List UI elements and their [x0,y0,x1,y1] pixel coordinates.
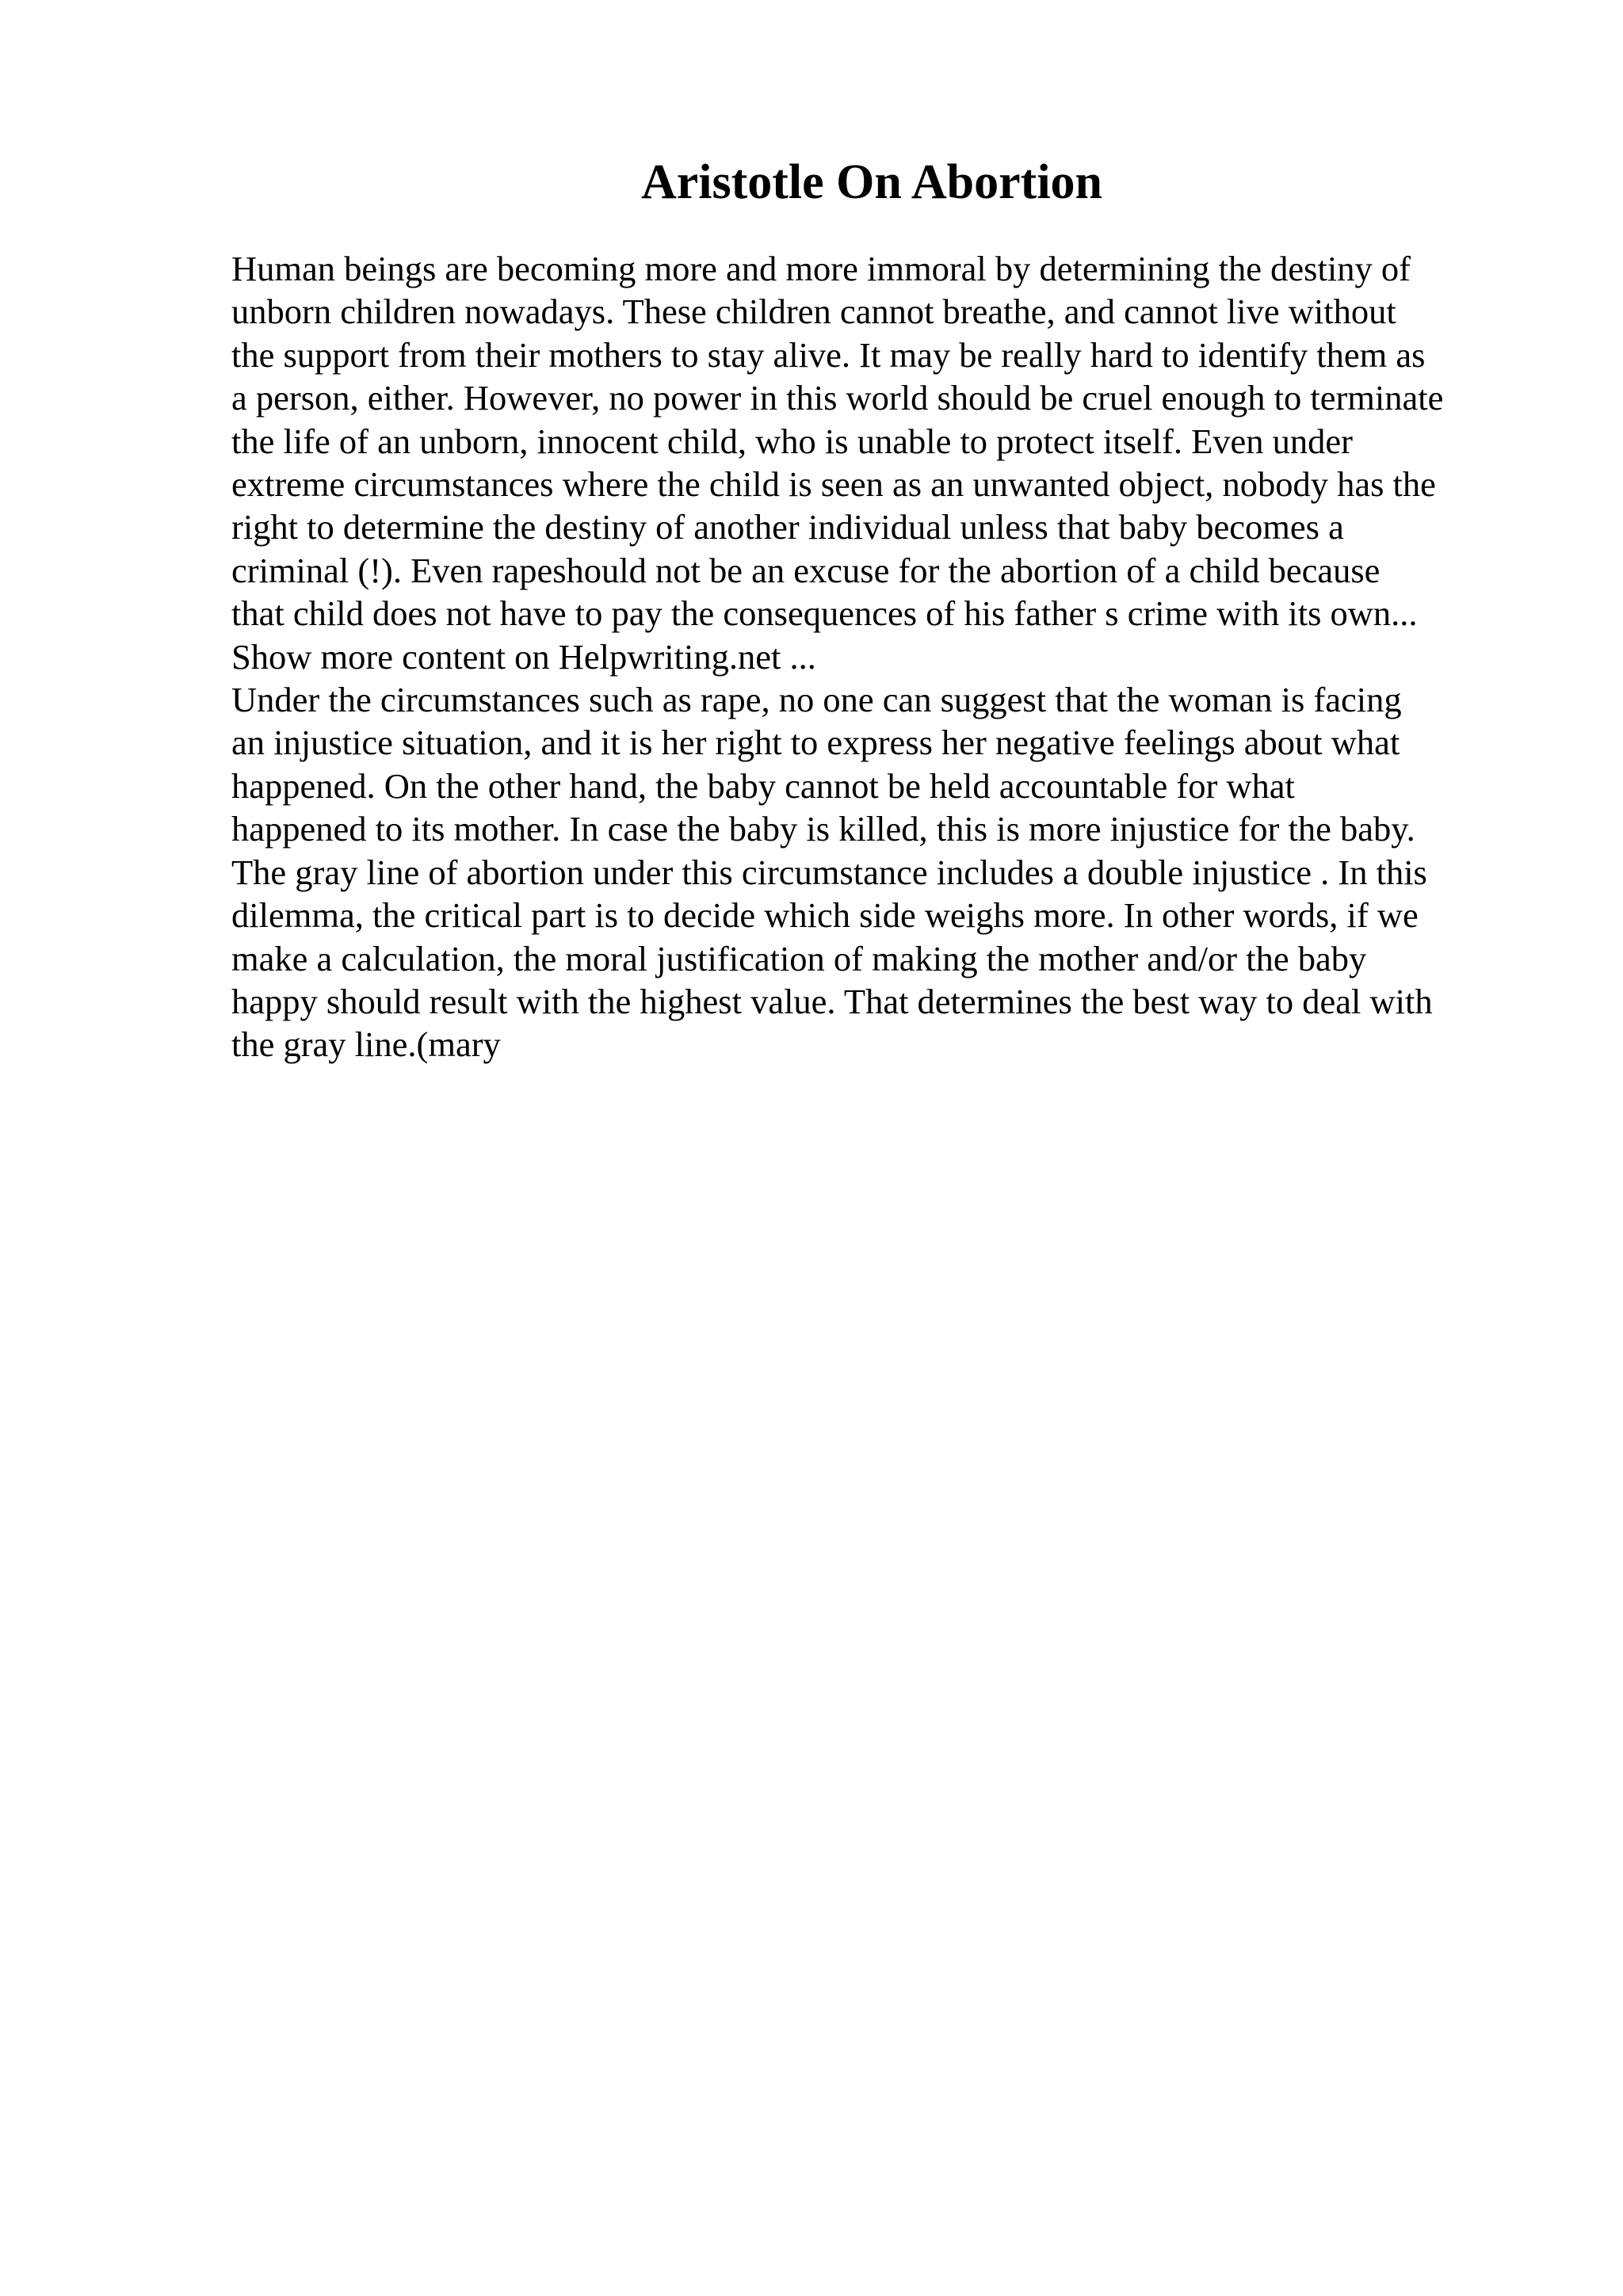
body-line: happened to its mother. In case the baby is killed, this is more injustice for the baby. [231,809,1415,849]
document-body [231,247,1594,1066]
body-line: Under the circumstances such as rape, no one can suggest that the woman is facing [231,680,1402,720]
body-line: the support from their mothers to stay alive. It may be really hard to identify them as [231,334,1426,375]
body-line: The gray line of abortion under this circumstance includes a double injustice . In this [231,852,1427,892]
body-line: the gray line.(mary [231,1024,501,1065]
body-line: Human beings are becoming more and more immoral by determining the destiny of [231,249,1411,288]
body-line: a person, either. However, no power in this world should be cruel enough to terminate [231,378,1444,418]
body-line: dilemma, the critical part is to decide which side weighs more. In other words, if we [231,895,1419,936]
body-line: an injustice situation, and it is her right to express her negative feelings about what [231,723,1400,763]
show-more-link[interactable]: Show more content on Helpwriting.net ... [231,636,816,677]
body-line: that child does not have to pay the consequences of his father s crime with its own... [231,593,1418,634]
body-line: happy should result with the highest value. That determines the best way to deal with [231,981,1433,1021]
body-line: right to determine the destiny of another individual unless that baby becomes a [231,507,1344,547]
body-line: unborn children nowadays. These children cannot breathe, and cannot live without [231,292,1396,332]
body-line: criminal (!). Even rapeshould not be an excuse for the abortion of a child because [231,550,1381,590]
body-line: happened. On the other hand, the baby cannot be held accountable for what [231,765,1295,806]
document-title: Aristotle On Abortion [640,155,1103,209]
body-line: make a calculation, the moral justification of making the mother and/or the baby [231,938,1367,978]
body-line: extreme circumstances where the child is seen as an unwanted object, nobody has the [231,464,1436,505]
body-line: the life of an unborn, innocent child, who is unable to protect itself. Even under [231,421,1353,461]
